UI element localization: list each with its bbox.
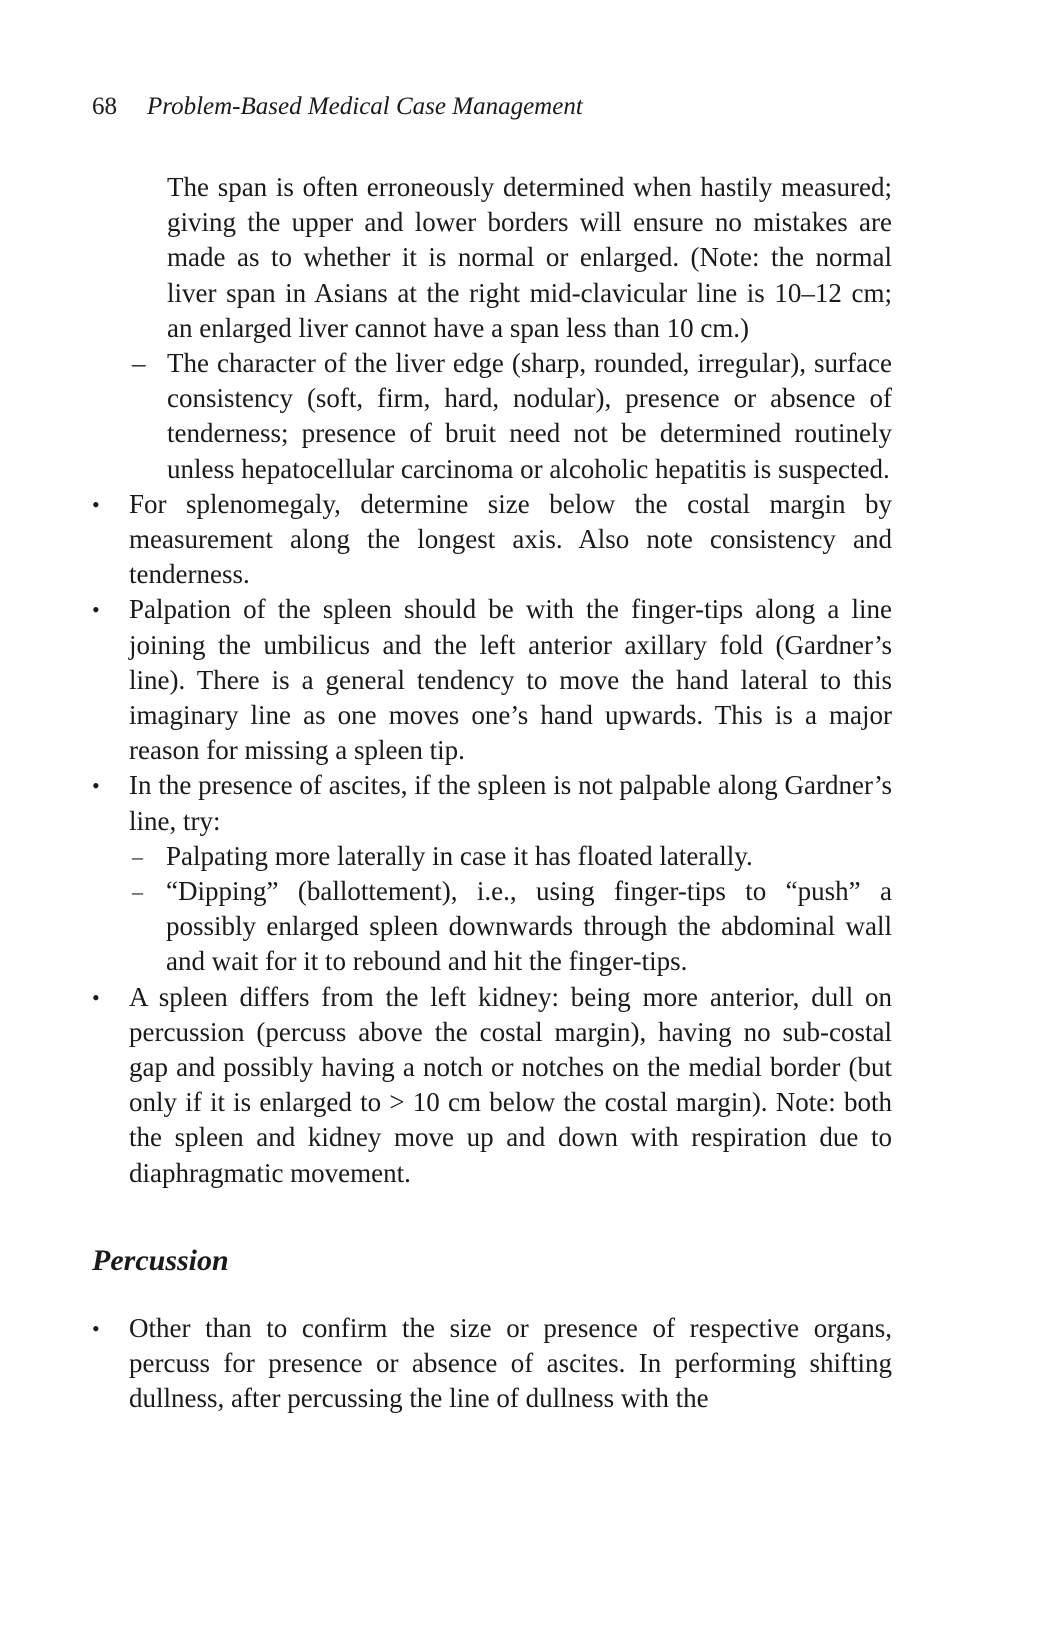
continued-paragraph: The span is often erroneously determined when hastily measured; giving the upper and lower borders will ensure no mistakes are made as to whether it is normal or enlarged. (Note: the normal liver span in Asians at the right mid-clavicular line is 10–12 cm; an enlarged liver cannot have a span less than 10 cm.) [167,172,892,343]
bullet-marker: • [92,1315,100,1341]
page-number: 68 [92,93,117,120]
running-head [92,92,583,122]
bullet-list-item [92,592,892,768]
bullet-item-text: In the presence of ascites, if the spleen is not palpable along Gardner’s line, try: [129,770,892,836]
bullet-item-text: Other than to confirm the size or presence of respective organs, percuss for presence or absence of ascites. In performing shifting dullness, after percussing the line of dullness with the [129,1312,892,1414]
bullet-list-item [92,487,892,593]
bullet-list-item [92,768,892,979]
dash-sub-item [129,874,892,980]
section-heading: Percussion [92,1243,229,1277]
dash-sub-item [129,839,892,874]
page-body [92,170,892,1417]
bullet-item-text: A spleen differs from the left kidney: being more anterior, dull on percussion (percuss above the costal margin), having no sub-costal gap and possibly having a notch or notches on the medial border (but only if it is enlarged to > 10 cm below the costal margin). Note: both the spleen and kidney move up and down with respiration due to diaphragmatic movement. [129,981,892,1188]
dash-item-text: The character of the liver edge (sharp, rounded, irregular), surface consistency (soft, firm, hard, nodular), presence or absence of tenderness; presence of bruit need not be determined routinely unless hepatocellular carcinoma or alcoholic hepatitis is suspected. [167,348,892,484]
dash-list-item [92,346,892,487]
bullet-item-text: Palpation of the spleen should be with the finger-tips along a line joining the umbilicus and the left anterior axillary fold (Gardner’s line). There is a general tendency to move the hand lateral to this imaginary line as one moves one’s hand upwards. This is a major reason for missing a spleen tip. [129,594,892,766]
bullet-marker: • [92,984,100,1010]
sub-item-text: Palpating more laterally in case it has floated laterally. [166,840,753,871]
bullet-marker: • [92,491,100,517]
bullet-marker: • [92,597,100,623]
bullet-item-text: For splenomegaly, determine size below the costal margin by measurement along the longest axis. Also note consistency and tenderness. [129,488,892,590]
bullet-list-item [92,980,892,1191]
bullet-marker: • [92,773,100,799]
dash-marker: – [132,843,143,869]
bullet-list-item [92,1311,892,1417]
dash-marker: – [132,348,146,379]
sub-item-text: “Dipping” (ballottement), i.e., using finger-tips to “push” a possibly enlarged spleen downwards through the abdominal wall and wait for it to rebound and hit the finger-tips. [166,876,892,977]
dash-marker: – [132,879,143,905]
book-title: Problem-Based Medical Case Management [147,93,583,120]
